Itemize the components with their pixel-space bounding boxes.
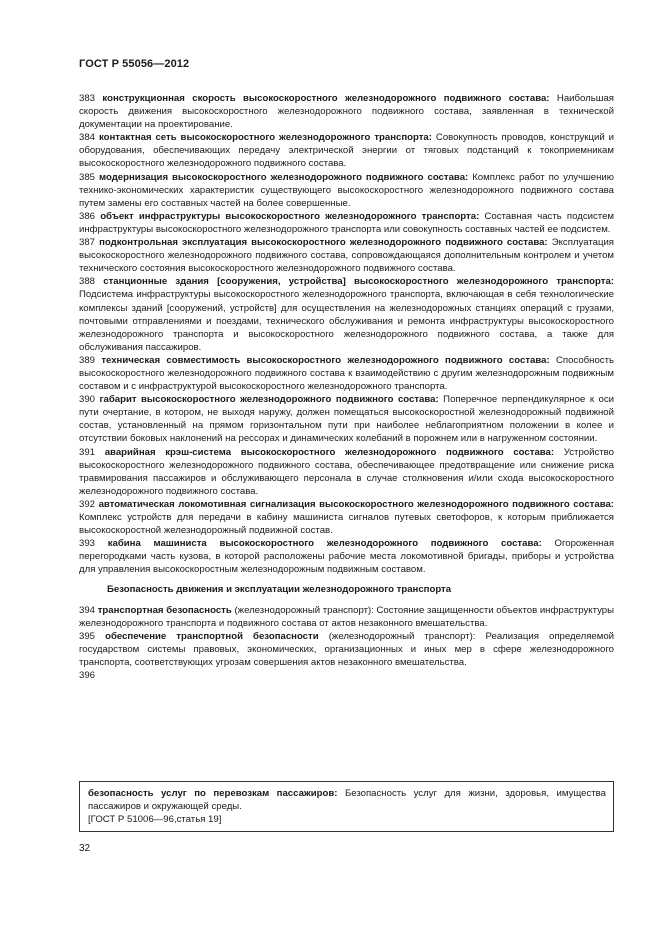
boxed-term: безопасность услуг по перевозкам пассажиров: — [88, 788, 338, 799]
entry-number: 386 — [79, 210, 96, 222]
entry-term: автоматическая локомотивная сигнализация высокоскоростного железнодорожного подвижного состава: — [98, 498, 614, 510]
term-entry-385 — [79, 171, 614, 210]
entry-number: 385 — [79, 171, 96, 183]
entry-number: 396 — [79, 670, 96, 682]
term-entry-386 — [79, 210, 614, 236]
page-number: 32 — [79, 843, 91, 854]
entry-number: 389 — [79, 354, 96, 366]
entry-number: 384 — [79, 132, 96, 144]
term-entry-388 — [79, 275, 614, 354]
term-entry-392 — [79, 498, 614, 537]
entry-term: кабина машиниста высокоскоростного железнодорожного подвижного состава: — [107, 538, 542, 550]
entry-definition: Устройство высокоскоростного железнодорожного подвижного состава, обеспечивающее предотвращение или снижение риска травмирования пассажиров и обслуживающего персонала в случае столкновения и/или схода высокоскоростного железнодорожного подвижного состава. — [79, 446, 614, 497]
term-entry-393 — [79, 537, 614, 576]
boxed-reference: [ГОСТ Р 51006—96,статья 19] — [88, 814, 222, 826]
entry-term: габарит высокоскоростного железнодорожного подвижного состава: — [99, 394, 439, 406]
document-header: ГОСТ Р 55056—2012 — [79, 58, 190, 70]
entry-term: аварийная крэш-система высокоскоростного железнодорожного подвижного состава: — [104, 446, 555, 458]
entry-term: модернизация высокоскоростного железнодорожного подвижного состава: — [99, 171, 469, 183]
entry-definition: Составная часть подсистем инфраструктуры высокоскоростного железнодорожного транспорта или совокупность составных частей ее подсистем. — [79, 210, 614, 235]
boxed-definition-text — [88, 787, 606, 813]
entry-number: 393 — [79, 538, 96, 550]
entry-number: 388 — [79, 276, 96, 288]
entry-term: объект инфраструктуры высокоскоростного железнодорожного транспорта: — [100, 210, 480, 222]
entry-number: 390 — [79, 394, 96, 406]
entry-number: 391 — [79, 446, 96, 458]
entry-definition: Совокупность проводов, конструкций и оборудования, обеспечивающих передачу электрической энергии от тяговых подстанций к токоприемникам высокоскоростного железнодорожного подвижного состава. — [79, 132, 614, 170]
boxed-definition-body: Безопасность услуг для жизни, здоровья, имущества пассажиров и окружающей среды. — [88, 788, 606, 813]
boxed-definition — [79, 781, 614, 832]
entry-term: техническая совместимость высокоскоростного железнодорожного подвижного состава: — [101, 354, 550, 366]
entry-term: контактная сеть высокоскоростного железнодорожного транспорта: — [98, 132, 432, 144]
term-entry-394 — [79, 604, 614, 630]
entry-number: 383 — [79, 93, 96, 104]
entry-number: 395 — [79, 630, 96, 642]
term-entry-390 — [79, 393, 614, 445]
term-entry-389 — [79, 354, 614, 393]
term-entry-384 — [79, 131, 614, 170]
entry-definition: Подсистема инфраструктуры высокоскоростного железнодорожного транспорта, включающая в себя технологические комплексы зданий [сооружений, устройств] для осуществления на железнодорожных станциях операций с грузами, почтовыми отправлениями и поездами, технического обслуживания и ремонта инфраструктуры высокоскоростного железнодорожного транспорта и высокоскоростного железнодорожного подвижного состава, а также для обслуживания пассажиров. — [79, 289, 614, 353]
entry-number: 394 — [79, 604, 96, 616]
entry-number: 387 — [79, 237, 96, 249]
entry-term: станционные здания [сооружения, устройства] высокоскоростного железнодорожного транспорта: — [103, 276, 614, 288]
entry-definition: Комплекс работ по улучшению технико-экономических характеристик существующего высокоскоростного железнодорожного подвижного состава путем замены его составных частей на более совершенные. — [79, 171, 614, 209]
entry-definition: Комплекс устройств для передачи в кабину машиниста сигналов путевых светофоров, к которым приближается высокоскоростной железнодорожный подвижной состав. — [79, 512, 614, 537]
section-heading: Безопасность движения и эксплуатации железнодорожного транспорта — [107, 584, 452, 596]
entry-number: 392 — [79, 498, 96, 510]
entry-definition: Поперечное перпендикулярное к оси пути очертание, в котором, не выходя наружу, должен помещаться высокоскоростной железнодорожный подвижной состав, установленный на прямом горизонтальном пути при наиболее неблагоприятном положении в колее и отсутствии боковых наклонений на рессорах и динамических колебаний в порожнем или в нагруженном состоянии. — [79, 394, 614, 445]
term-entry-387 — [79, 236, 614, 275]
entry-term: подконтрольная эксплуатация высокоскоростного железнодорожного подвижного состава: — [99, 237, 548, 249]
entry-definition: Огороженная перегородками часть кузова, в которой расположены рабочие места локомотивной бригады, приборы и устройства для управления высокоскоростным железнодорожным подвижным составом. — [79, 538, 615, 576]
term-entry-396-number — [79, 669, 614, 682]
entry-definition: (железнодорожный транспорт): Состояние защищенности объектов инфраструктуры железнодорожного транспорта и подвижного состава от актов незаконного вмешательства. — [79, 604, 614, 629]
term-entry-383 — [79, 92, 614, 131]
entry-definition: Наибольшая скорость движения высокоскоростного железнодорожного подвижного состава, заявленная в технической документации на проектирование. — [79, 93, 614, 131]
term-entry-391 — [79, 446, 614, 498]
entry-term: транспортная безопасность — [97, 604, 232, 616]
entry-definition: Способность высокоскоростного железнодорожного подвижного состава к взаимодействию с другим железнодорожным подвижным составом и с инфраструктурой высокоскоростного железнодорожного транспорта. — [79, 354, 614, 393]
entry-term: конструкционная скорость высокоскоростного железнодорожного подвижного состава: — [102, 93, 550, 104]
document-body — [79, 92, 614, 682]
entry-definition: (железнодорожный транспорт): Реализация определяемой государством системы правовых, экономических, организационных и иных мер в сфере железнодорожного транспорта, соответствующих угрозам совершения актов незаконного вмешательства. — [79, 630, 615, 668]
entry-term: обеспечение транспортной безопасности — [105, 630, 319, 642]
term-entry-395 — [79, 630, 614, 669]
entry-definition: Эксплуатация высокоскоростного железнодорожного подвижного состава, сопровождающаяся дополнительным контролем и учетом технического состояния высокоскоростного железнодорожного подвижного состава. — [79, 237, 614, 275]
